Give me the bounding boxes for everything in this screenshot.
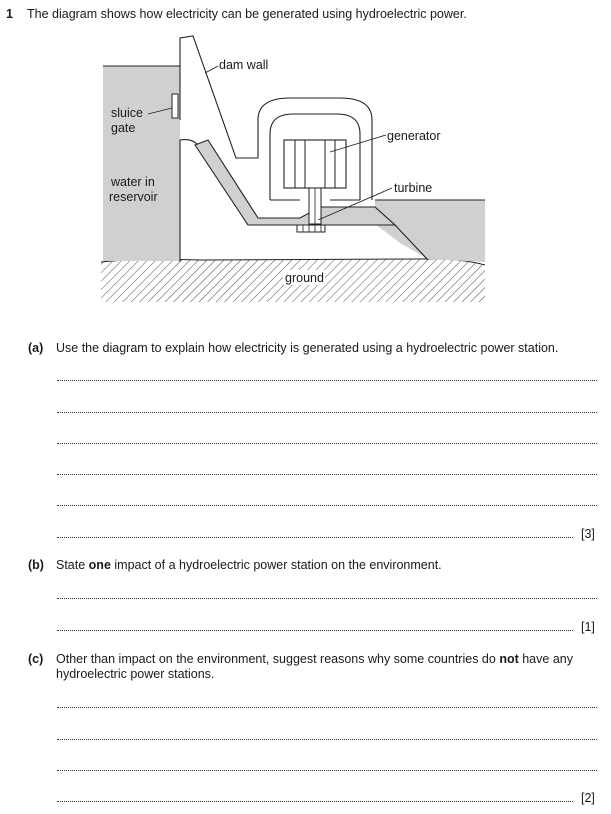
label-water-in: water in	[111, 175, 155, 189]
question-intro: The diagram shows how electricity can be generated using hydroelectric power.	[27, 7, 467, 21]
part-b-text-post: impact of a hydroelectric power station on the environment.	[114, 558, 442, 572]
hydroelectric-diagram	[0, 0, 611, 320]
part-b-label: (b)	[28, 558, 44, 572]
answer-line-b1[interactable]	[57, 598, 597, 599]
part-b-text-bold: one	[88, 558, 111, 572]
label-gate: gate	[111, 121, 136, 135]
answer-line-a3[interactable]	[57, 443, 597, 444]
answer-line-a1[interactable]	[57, 380, 597, 381]
label-sluice: sluice	[111, 106, 143, 120]
part-c-text-post: have any	[522, 652, 573, 666]
marks-c: [2]	[581, 791, 595, 805]
answer-line-c2[interactable]	[57, 739, 597, 740]
answer-line-c4[interactable]	[57, 801, 573, 802]
question-number: 1	[6, 7, 13, 21]
part-c-text-line2: hydroelectric power stations.	[56, 667, 215, 681]
answer-line-b2[interactable]	[57, 630, 573, 631]
label-turbine: turbine	[394, 181, 433, 195]
answer-line-a5[interactable]	[57, 505, 597, 506]
part-c-text-pre: Other than impact on the environment, suggest reasons why some countries do	[56, 652, 496, 666]
outflow-water	[375, 200, 485, 262]
answer-line-c1[interactable]	[57, 707, 597, 708]
marks-b: [1]	[581, 620, 595, 634]
answer-line-a6[interactable]	[57, 537, 573, 538]
part-c-label: (c)	[28, 652, 44, 666]
sluice-gate	[172, 94, 178, 118]
reservoir-water	[103, 66, 180, 261]
part-a-label: (a)	[28, 341, 44, 355]
part-c-text-line1	[56, 652, 573, 667]
part-c-text-bold: not	[499, 652, 519, 666]
label-ground: ground	[285, 271, 324, 285]
marks-a: [3]	[581, 527, 595, 541]
part-b-text	[56, 558, 442, 573]
part-b-text-pre: State	[56, 558, 86, 572]
label-reservoir: reservoir	[109, 190, 158, 204]
answer-line-a4[interactable]	[57, 474, 597, 475]
label-dam-wall: dam wall	[219, 58, 269, 72]
answer-line-c3[interactable]	[57, 770, 597, 771]
part-a-text: Use the diagram to explain how electricity is generated using a hydroelectric power station.	[56, 341, 559, 355]
answer-line-a2[interactable]	[57, 412, 597, 413]
generator	[284, 140, 346, 188]
label-generator: generator	[387, 129, 441, 143]
